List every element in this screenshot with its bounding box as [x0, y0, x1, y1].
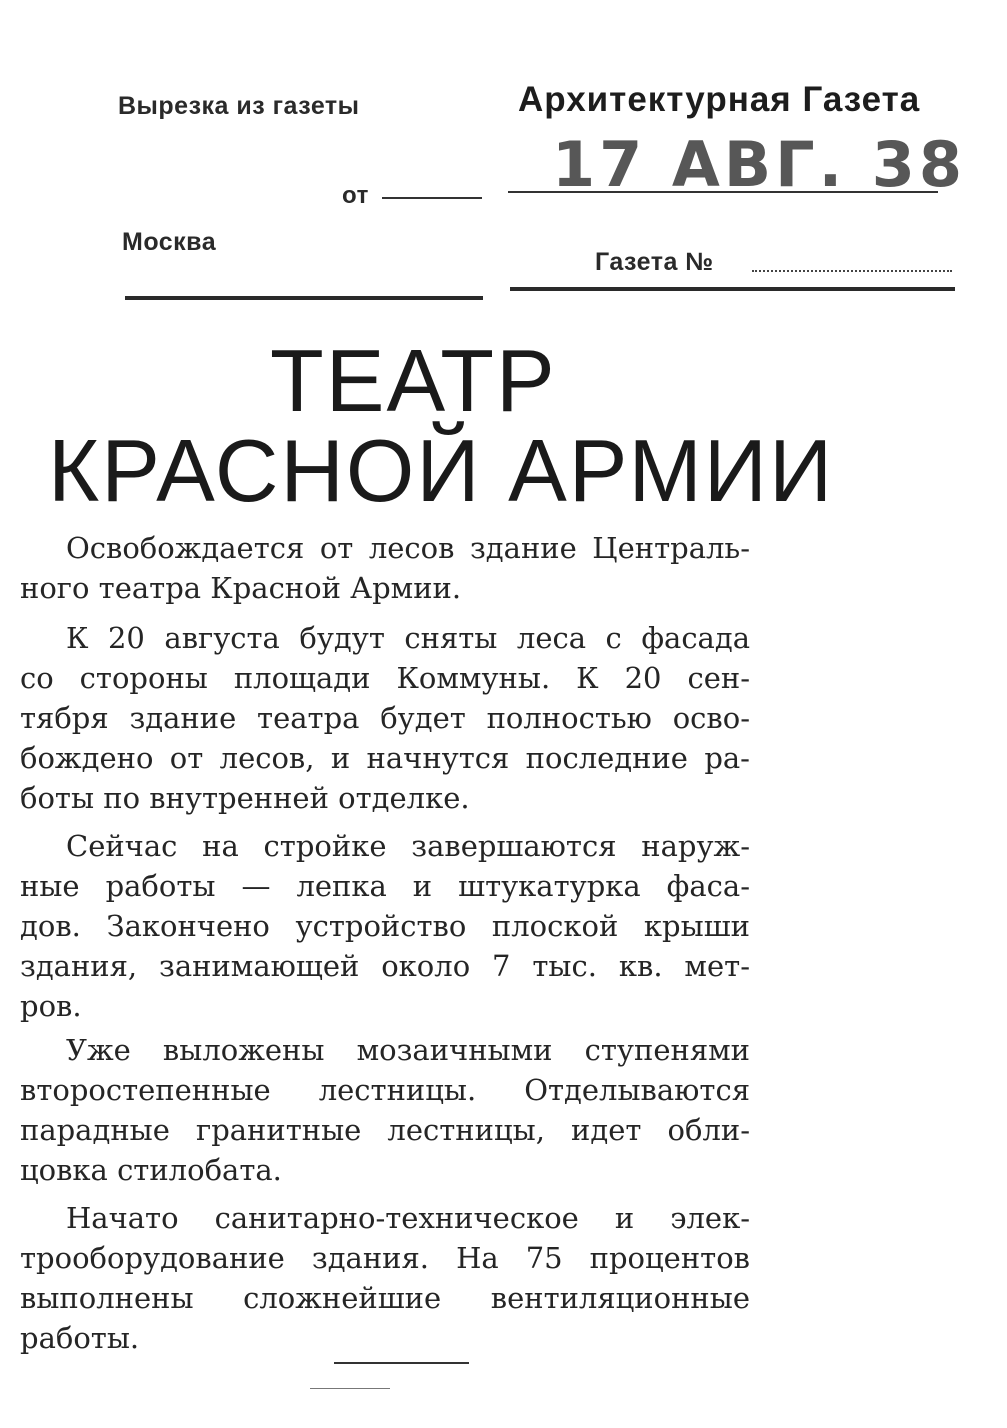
paragraph-line: со стороны площади Коммуны. К 20 сен- — [20, 661, 750, 695]
paragraph-line: Начато санитарно-техническое и элек- — [66, 1201, 750, 1235]
end-rule — [334, 1362, 469, 1364]
header-rule-left — [125, 296, 483, 300]
paragraph-line: Сейчас на стройке завершаются наруж- — [66, 829, 750, 863]
article-paragraph-1 — [20, 528, 750, 608]
paragraph-line: дов. Закончено устройство плоской крыши — [20, 909, 750, 943]
paragraph-line: бождено от лесов, и начнутся последние ра- — [20, 741, 750, 775]
article-paragraph-5 — [20, 1198, 750, 1358]
paragraph-line: цовка стилобата. — [20, 1153, 282, 1187]
paragraph-line: ные работы — лепка и штукатурка фаса- — [20, 869, 750, 903]
paragraph-line: боты по внутренней отделке. — [20, 781, 470, 815]
issue-line — [752, 270, 952, 272]
paragraph-line: парадные гранитные лестницы, идет обли- — [20, 1113, 750, 1147]
article-paragraph-3 — [20, 826, 750, 1026]
paragraph-line: К 20 августа будут сняты леса с фасада — [66, 621, 750, 655]
paragraph-line: здания, занимающей около 7 тыс. кв. мет- — [20, 949, 750, 983]
newspaper-name: Архитектурная Газета — [518, 80, 921, 119]
paragraph-line: Уже выложены мозаичными ступенями — [66, 1033, 750, 1067]
from-line — [382, 197, 482, 199]
article-paragraph-2 — [20, 618, 750, 818]
paragraph-line: тября здание театра будет полностью осво- — [20, 701, 750, 735]
clipping-label: Вырезка из газеты — [118, 92, 360, 120]
paragraph-line: ров. — [20, 989, 82, 1023]
city-label: Москва — [122, 228, 217, 256]
paragraph-line: второстепенные лестницы. Отделываются — [20, 1073, 750, 1107]
headline-line-1: ТЕАТР — [270, 331, 557, 430]
header-rule-right — [510, 287, 955, 291]
date-stamp: 17 АВГ. 38 — [552, 128, 967, 201]
paragraph-line: работы. — [20, 1321, 140, 1355]
paragraph-line: выполнены сложнейшие вентиляционные — [20, 1281, 750, 1315]
paragraph-line: трооборудование здания. На 75 процентов — [20, 1241, 750, 1275]
from-label: от — [342, 182, 369, 209]
paragraph-line: ного театра Красной Армии. — [20, 571, 462, 605]
end-rule-small — [310, 1388, 390, 1389]
issue-label: Газета № — [595, 248, 714, 276]
article-paragraph-4 — [20, 1030, 750, 1190]
paragraph-line: Освобождается от лесов здание Централь- — [66, 531, 750, 565]
headline-line-2: КРАСНОЙ АРМИИ — [48, 421, 835, 520]
